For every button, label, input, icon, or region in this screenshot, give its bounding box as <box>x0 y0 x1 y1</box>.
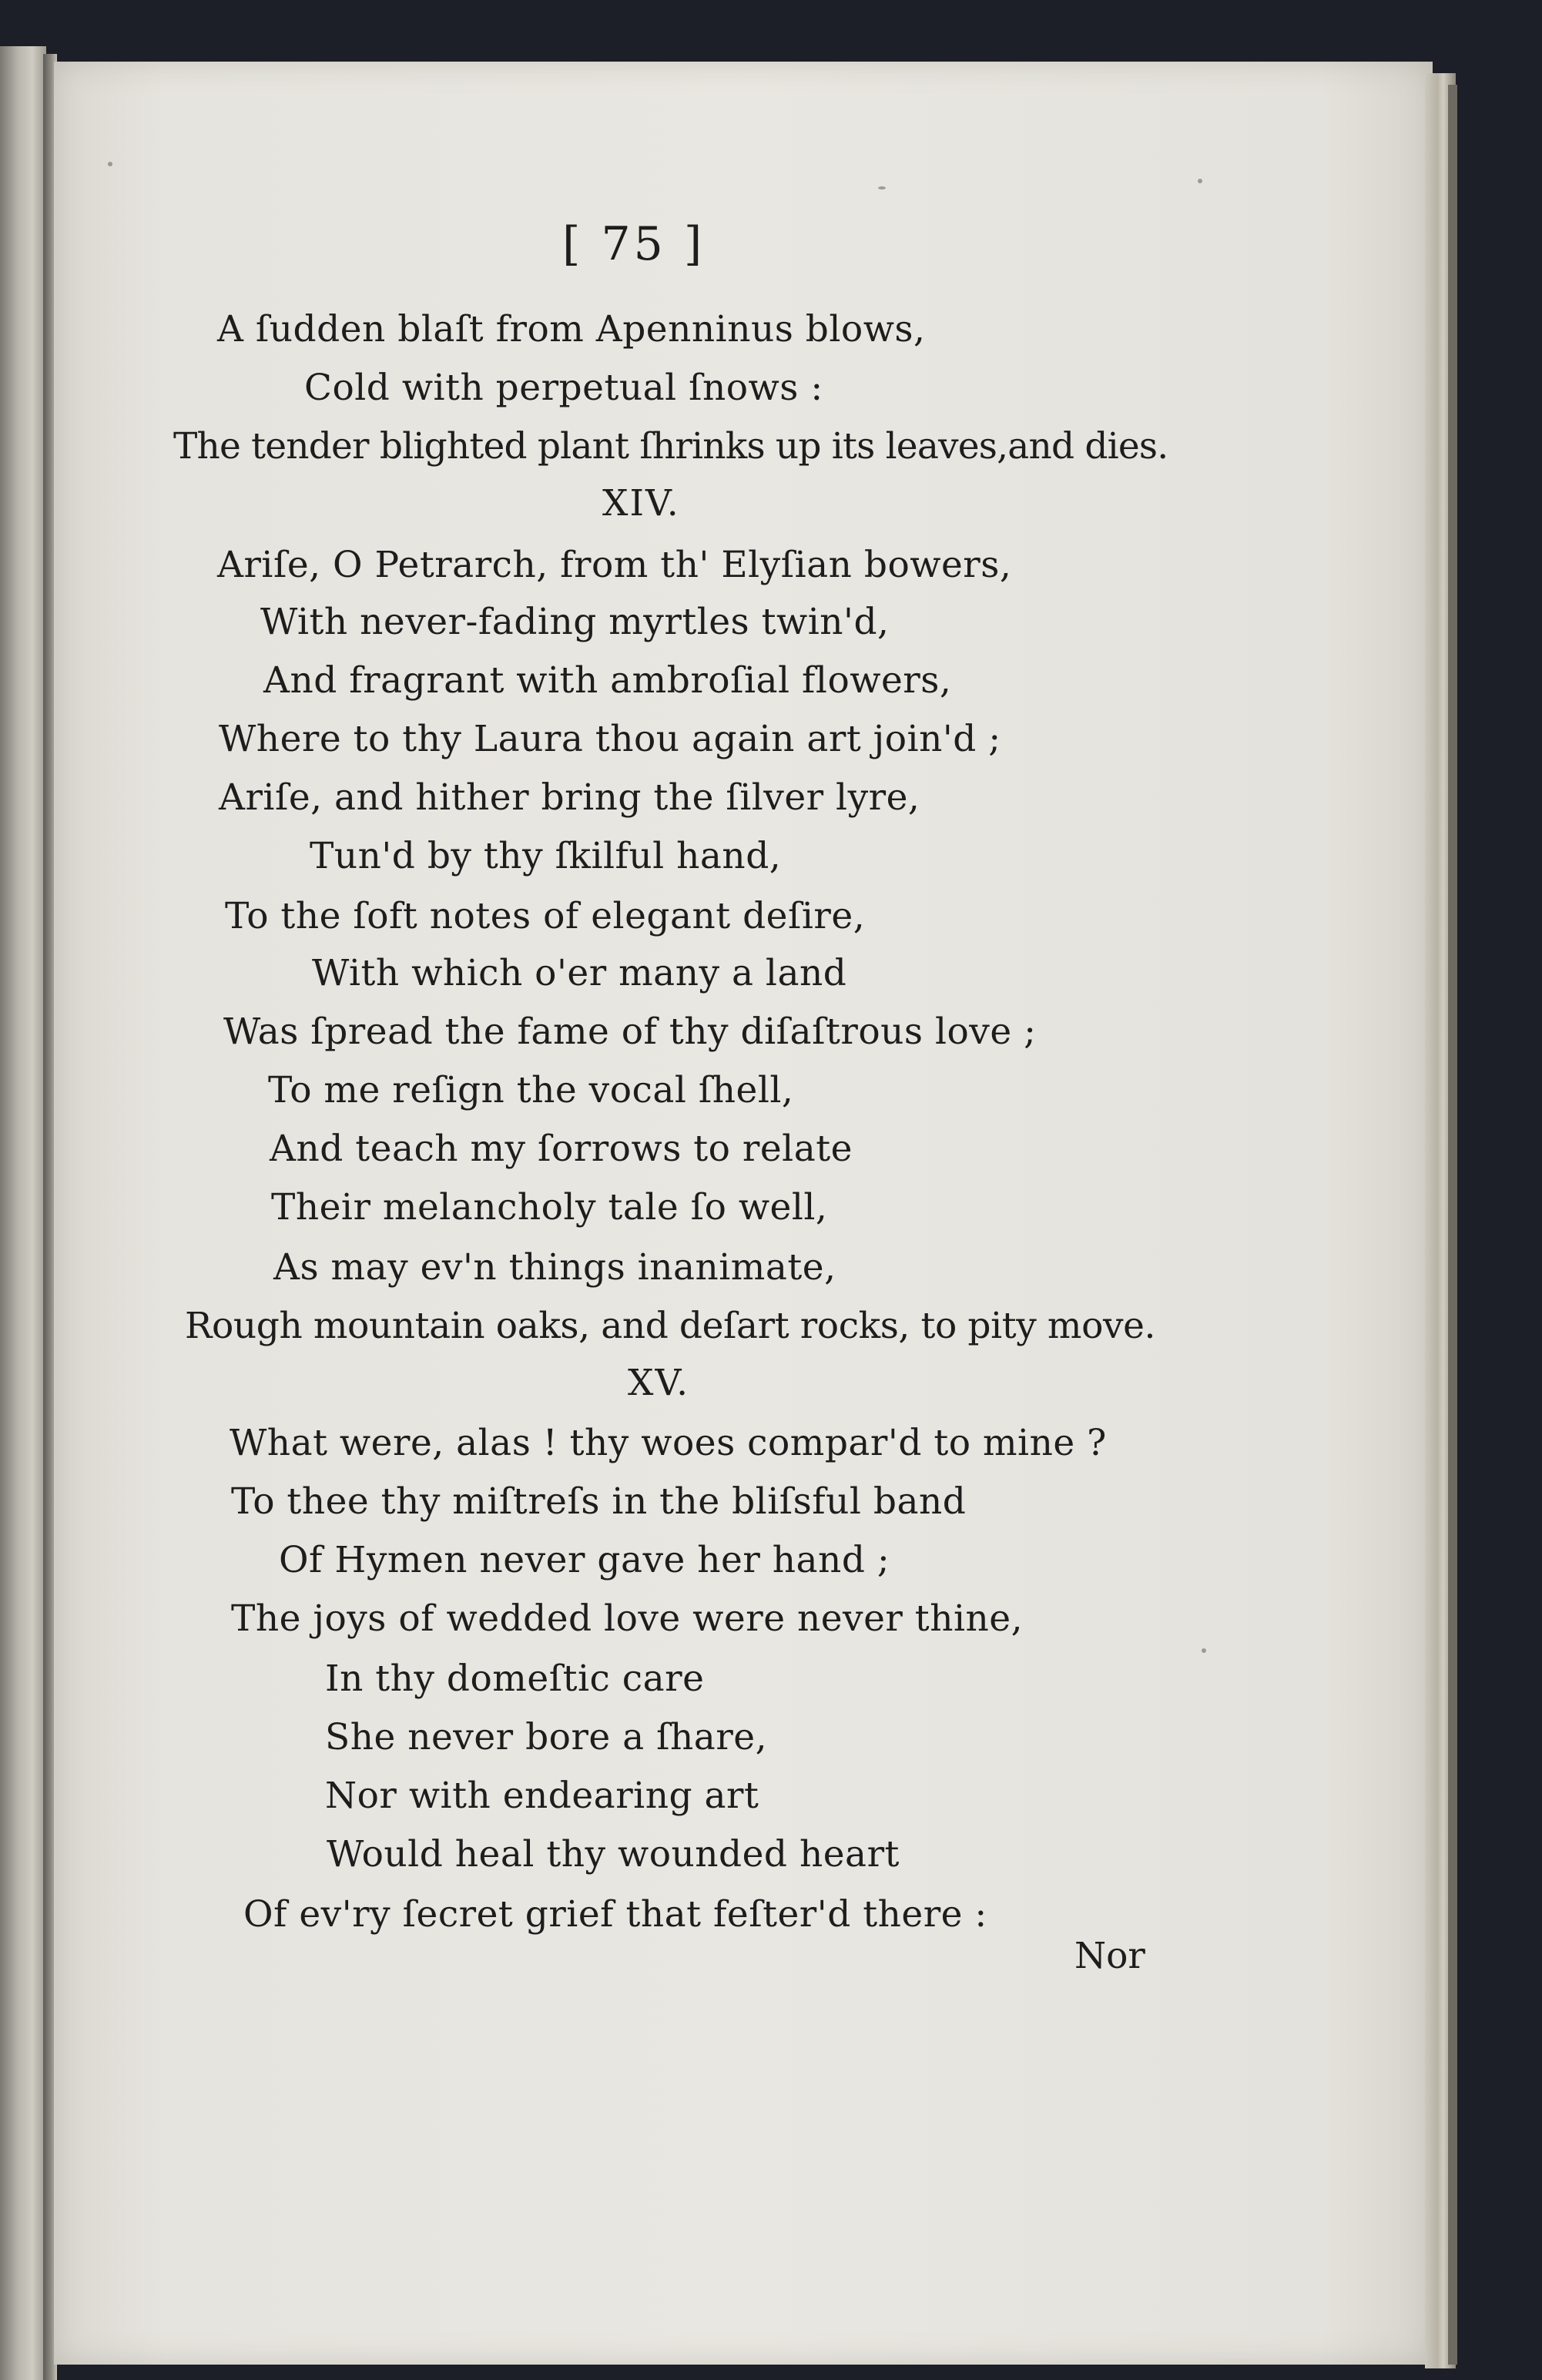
verse-line: Ariſe, and hither bring the ſilver lyre, <box>219 776 920 819</box>
verse-line: With never-fading myrtles twin'd, <box>260 601 890 643</box>
verse-line: The tender blighted plant ſhrinks up its leaves,and dies. <box>173 425 1168 468</box>
verse-line: Of ev'ry ſecret grief that feſter'd there : <box>243 1893 987 1936</box>
verse-line: Rough mountain oaks, and deſart rocks, to pity move. <box>185 1305 1156 1347</box>
verse-line: She never bore a ſhare, <box>325 1716 768 1758</box>
catchword: Nor <box>1074 1935 1145 1977</box>
verse-line: And fragrant with ambroſial flowers, <box>263 659 952 702</box>
verse-line: In thy domeſtic care <box>325 1658 705 1700</box>
verse-line: A ſudden blaſt from Apenninus blows, <box>217 308 926 350</box>
verse-line: Where to thy Laura thou again art join'd ; <box>219 718 1001 760</box>
stanza-numeral: XIV. <box>602 482 680 525</box>
verse-line: What were, alas ! thy woes compar'd to mine ? <box>230 1422 1107 1464</box>
verse-line: Cold with perpetual ſnows : <box>304 367 823 409</box>
page-number: [ 75 ] <box>562 217 706 271</box>
verse-line: The joys of wedded love were never thine, <box>231 1597 1024 1640</box>
verse-line: Tun'd by thy ſkilful hand, <box>310 835 782 877</box>
stanza-numeral: XV. <box>628 1362 690 1404</box>
verse-line: Would heal thy wounded heart <box>327 1833 900 1876</box>
verse-line: Nor with endearing art <box>325 1775 759 1817</box>
verse-line: Of Hymen never gave her hand ; <box>279 1539 890 1581</box>
verse-line: Ariſe, O Petrarch, from th' Elyſian bowers, <box>217 544 1012 586</box>
verse-line: With which o'er many a land <box>312 952 847 994</box>
verse-line: As may ev'n things inanimate, <box>273 1246 836 1289</box>
verse-line: Their melancholy tale ſo well, <box>271 1186 828 1229</box>
verse-line: To me reſign the vocal ſhell, <box>268 1069 794 1111</box>
verse-line: Was ſpread the fame of thy diſaſtrous love ; <box>223 1011 1037 1053</box>
verse-line: To the ſoft notes of elegant deſire, <box>225 895 866 937</box>
verse-line: To thee thy miſtreſs in the bliſsful band <box>231 1480 967 1523</box>
verse-line: And teach my ſorrows to relate <box>270 1128 853 1170</box>
